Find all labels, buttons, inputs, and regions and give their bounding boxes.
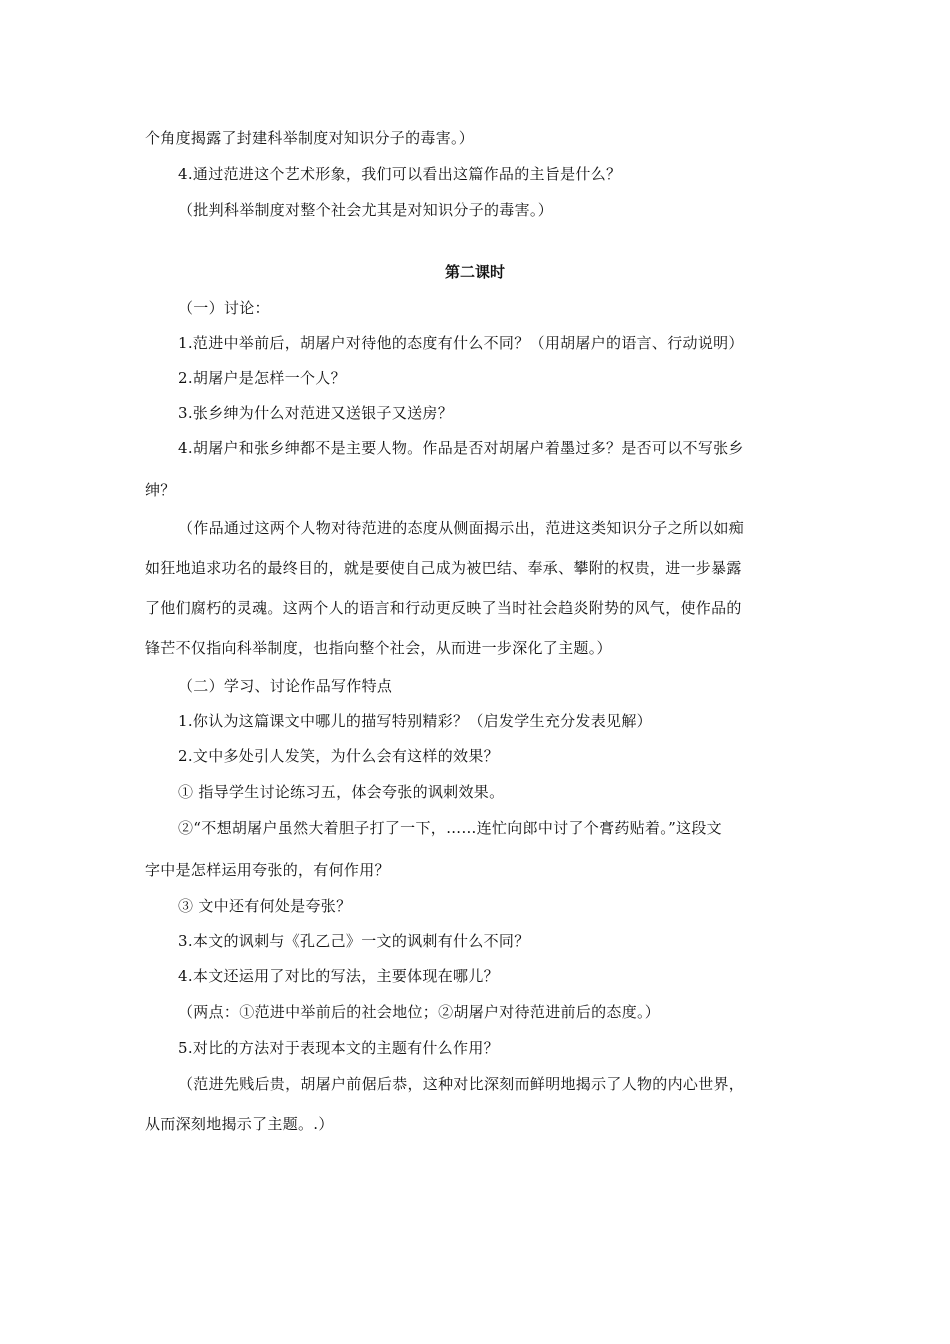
question-item: 3.张乡绅为什么对范进又送银子又送房？ xyxy=(178,404,454,422)
section-title: 第二课时 xyxy=(444,263,505,281)
question-item: 4.通过范进这个艺术形象，我们可以看出这篇作品的主旨是什么？ xyxy=(178,165,622,183)
question-item: 2.文中多处引人发笑，为什么会有这样的效果？ xyxy=(178,747,499,765)
paragraph-line: 绅？ xyxy=(145,481,176,499)
question-item: 4.胡屠户和张乡绅都不是主要人物。作品是否对胡屠户着墨过多？是否可以不写张乡 xyxy=(178,439,744,457)
subsection-heading: （二）学习、讨论作品写作特点 xyxy=(178,677,393,695)
subsection-heading: （一）讨论： xyxy=(178,299,270,317)
question-item: ②“不想胡屠户虽然大着胆子打了一下，……连忙向郎中讨了个膏药贴着。”这段文 xyxy=(178,819,722,837)
paragraph-line: 如狂地追求功名的最终目的，就是要使自己成为被巴结、奉承、攀附的权贵，进一步暴露 xyxy=(145,559,742,577)
answer-note: （批判科举制度对整个社会尤其是对知识分子的毒害。） xyxy=(178,201,554,219)
question-item: 1.你认为这篇课文中哪儿的描写特别精彩？（启发学生充分发表见解） xyxy=(178,712,652,730)
question-item: 3.本文的讽刺与《孔乙己》一文的讽刺有什么不同？ xyxy=(178,932,530,950)
question-item: ③ 文中还有何处是夸张？ xyxy=(178,897,352,915)
paragraph-line: 锋芒不仅指向科举制度，也指向整个社会，从而进一步深化了主题。） xyxy=(145,639,612,657)
question-item: 5.对比的方法对于表现本文的主题有什么作用？ xyxy=(178,1039,499,1057)
paragraph-line: 个角度揭露了封建科举制度对知识分子的毒害。） xyxy=(145,129,475,147)
answer-note: （范进先贱后贵，胡屠户前倨后恭，这种对比深刻而鲜明地揭示了人物的内心世界， xyxy=(178,1075,745,1093)
answer-note: （作品通过这两个人物对待范进的态度从侧面揭示出，范进这类知识分子之所以如痴 xyxy=(178,519,745,537)
paragraph-line: 字中是怎样运用夸张的，有何作用？ xyxy=(145,861,390,879)
question-item: ① 指导学生讨论练习五，体会夸张的讽刺效果。 xyxy=(178,783,505,801)
answer-note: （两点：①范进中举前后的社会地位；②胡屠户对待范进前后的态度。） xyxy=(178,1003,661,1021)
paragraph-line: 了他们腐朽的灵魂。这两个人的语言和行动更反映了当时社会趋炎附势的风气，使作品的 xyxy=(145,599,742,617)
question-item: 4.本文还运用了对比的写法，主要体现在哪儿？ xyxy=(178,967,499,985)
question-item: 1.范进中举前后，胡屠户对待他的态度有什么不同？（用胡屠户的语言、行动说明） xyxy=(178,334,744,352)
paragraph-line: 从而深刻地揭示了主题。.） xyxy=(145,1115,334,1133)
question-item: 2.胡屠户是怎样一个人？ xyxy=(178,369,346,387)
